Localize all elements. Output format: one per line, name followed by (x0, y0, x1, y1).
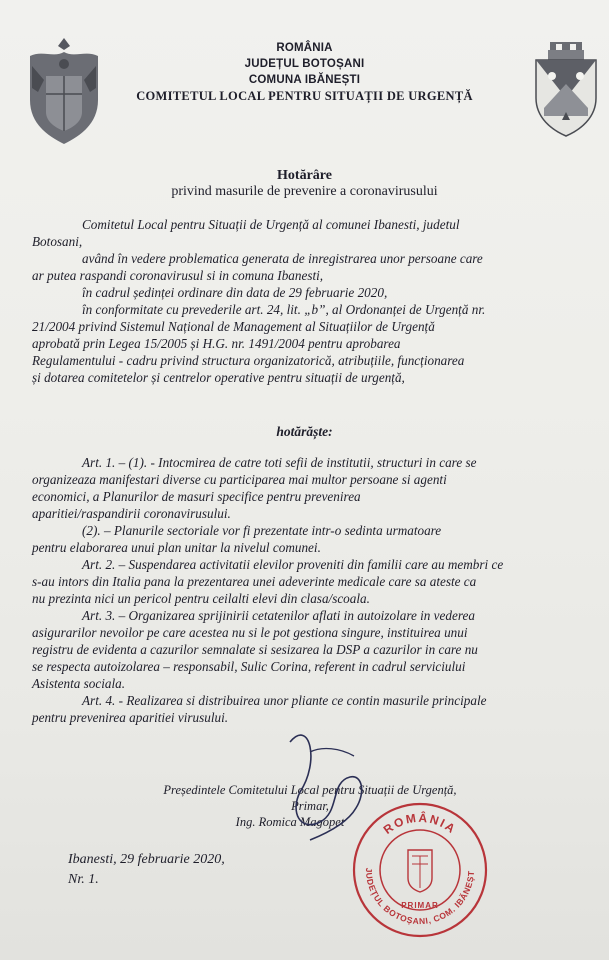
header-county: JUDEȚUL BOTOȘANI (244, 58, 365, 70)
article-line: Art. 2. – Suspendarea activitatii elevilor proveniti din familii care au membri ce (82, 557, 504, 572)
signature-title: Primar, (291, 799, 329, 813)
article-line: (2). – Planurile sectoriale vor fi prezentate intr-o sedinta urmatoare (82, 523, 442, 538)
article-line: se respecta autoizolarea – responsabil, Sulic Corina, referent in cadrul serviciului (32, 659, 466, 674)
document-header (0, 40, 609, 104)
preamble-line: în conformitate cu prevederile art. 24, lit. „b”, al Ordonanței de Urgență nr. (82, 302, 486, 317)
article-line: registru de evidenta a cazurilor semnalate si sesizarea la DSP a cazurilor in care nu (32, 642, 478, 657)
article-line: pentru elaborarea unui plan unitar la nivelul comunei. (32, 540, 321, 555)
svg-text:ROMÂNIA (381, 810, 459, 837)
signature-name: Ing. Romica Magopet (235, 815, 345, 829)
article-line: economici, a Planurilor de masuri specifice pentru prevenirea (32, 489, 361, 504)
article-line: nu prezinta nici un pericol pentru ceilalti elevi din clasa/scoala. (32, 591, 370, 606)
article-line: aparitiei/raspandirii coronavirusului. (32, 506, 231, 521)
article-line: Asistenta sociala. (32, 676, 126, 691)
preamble-line: Comitetul Local pentru Situații de Urgență al comunei Ibanesti, judetul (82, 217, 460, 232)
signature-role: Președintele Comitetului Local pentru Situații de Urgență, (163, 783, 457, 797)
preamble-line: aprobată prin Legea 15/2005 și H.G. nr. 1491/2004 pentru aprobarea (32, 336, 401, 351)
preamble-line: și dotarea comitetelor și centrelor operative pentru situații de urgență, (32, 370, 405, 385)
official-stamp (350, 800, 490, 940)
header-commune: COMUNA IBĂNEȘTI (248, 74, 361, 86)
document-footer (68, 850, 225, 890)
stamp-top-text: ROMÂNIA (380, 810, 460, 837)
preamble (32, 216, 552, 386)
document-subtitle: privind masurile de prevenire a coronavirusului (171, 184, 438, 199)
preamble-line: 21/2004 privind Sistemul Național de Management al Situațiilor de Urgență (32, 319, 435, 334)
preamble-line: ar putea raspandi coronavirusul si in comuna Ibanesti, (32, 268, 324, 283)
decides-heading: hotărăște: (276, 424, 333, 439)
article-line: Art. 3. – Organizarea sprijinirii cetatenilor aflati in autoizolare in vederea (82, 608, 475, 623)
article-line: s-au intors din Italia pana la prezentarea unei adeverinte medicale care sa ateste ca (32, 574, 477, 589)
preamble-line: având în vedere problematica generata de inregistrarea unor persoane care (82, 251, 483, 266)
footer-number: Nr. 1. (68, 872, 99, 887)
preamble-line: Regulamentului - cadru privind structura organizatorică, atribuțiile, funcționarea (32, 353, 465, 368)
footer-place-date: Ibanesti, 29 februarie 2020, (68, 852, 225, 867)
header-committee: COMITETUL LOCAL PENTRU SITUAȚII DE URGENȚĂ (136, 89, 473, 103)
document-title: Hotărâre (277, 168, 332, 183)
stamp-bottom-text: JUDEȚUL BOTOȘANI, COM. IBĂNEȘT (363, 867, 477, 927)
stamp-inner-text: PRIMAR (401, 901, 439, 910)
article-line: Art. 4. - Realizarea si distribuirea unor pliante ce contin masurile principale (82, 693, 487, 708)
preamble-line: Botosani, (32, 234, 83, 249)
article-line: Art. 1. – (1). - Intocmirea de catre toti sefii de institutii, structuri in care se (82, 455, 477, 470)
article-line: pentru prevenirea aparitiei virusului. (32, 710, 229, 725)
articles (32, 454, 572, 726)
article-line: organizeaza manifestari diverse cu participarea mai multor persoane si agenti (32, 472, 447, 487)
article-line: asigurarilor nevoilor pe care acestea nu si le pot gestiona singure, instituirea unui (32, 625, 468, 640)
header-country: ROMÂNIA (276, 42, 333, 54)
preamble-line: în cadrul ședinței ordinare din data de 29 februarie 2020, (82, 285, 388, 300)
